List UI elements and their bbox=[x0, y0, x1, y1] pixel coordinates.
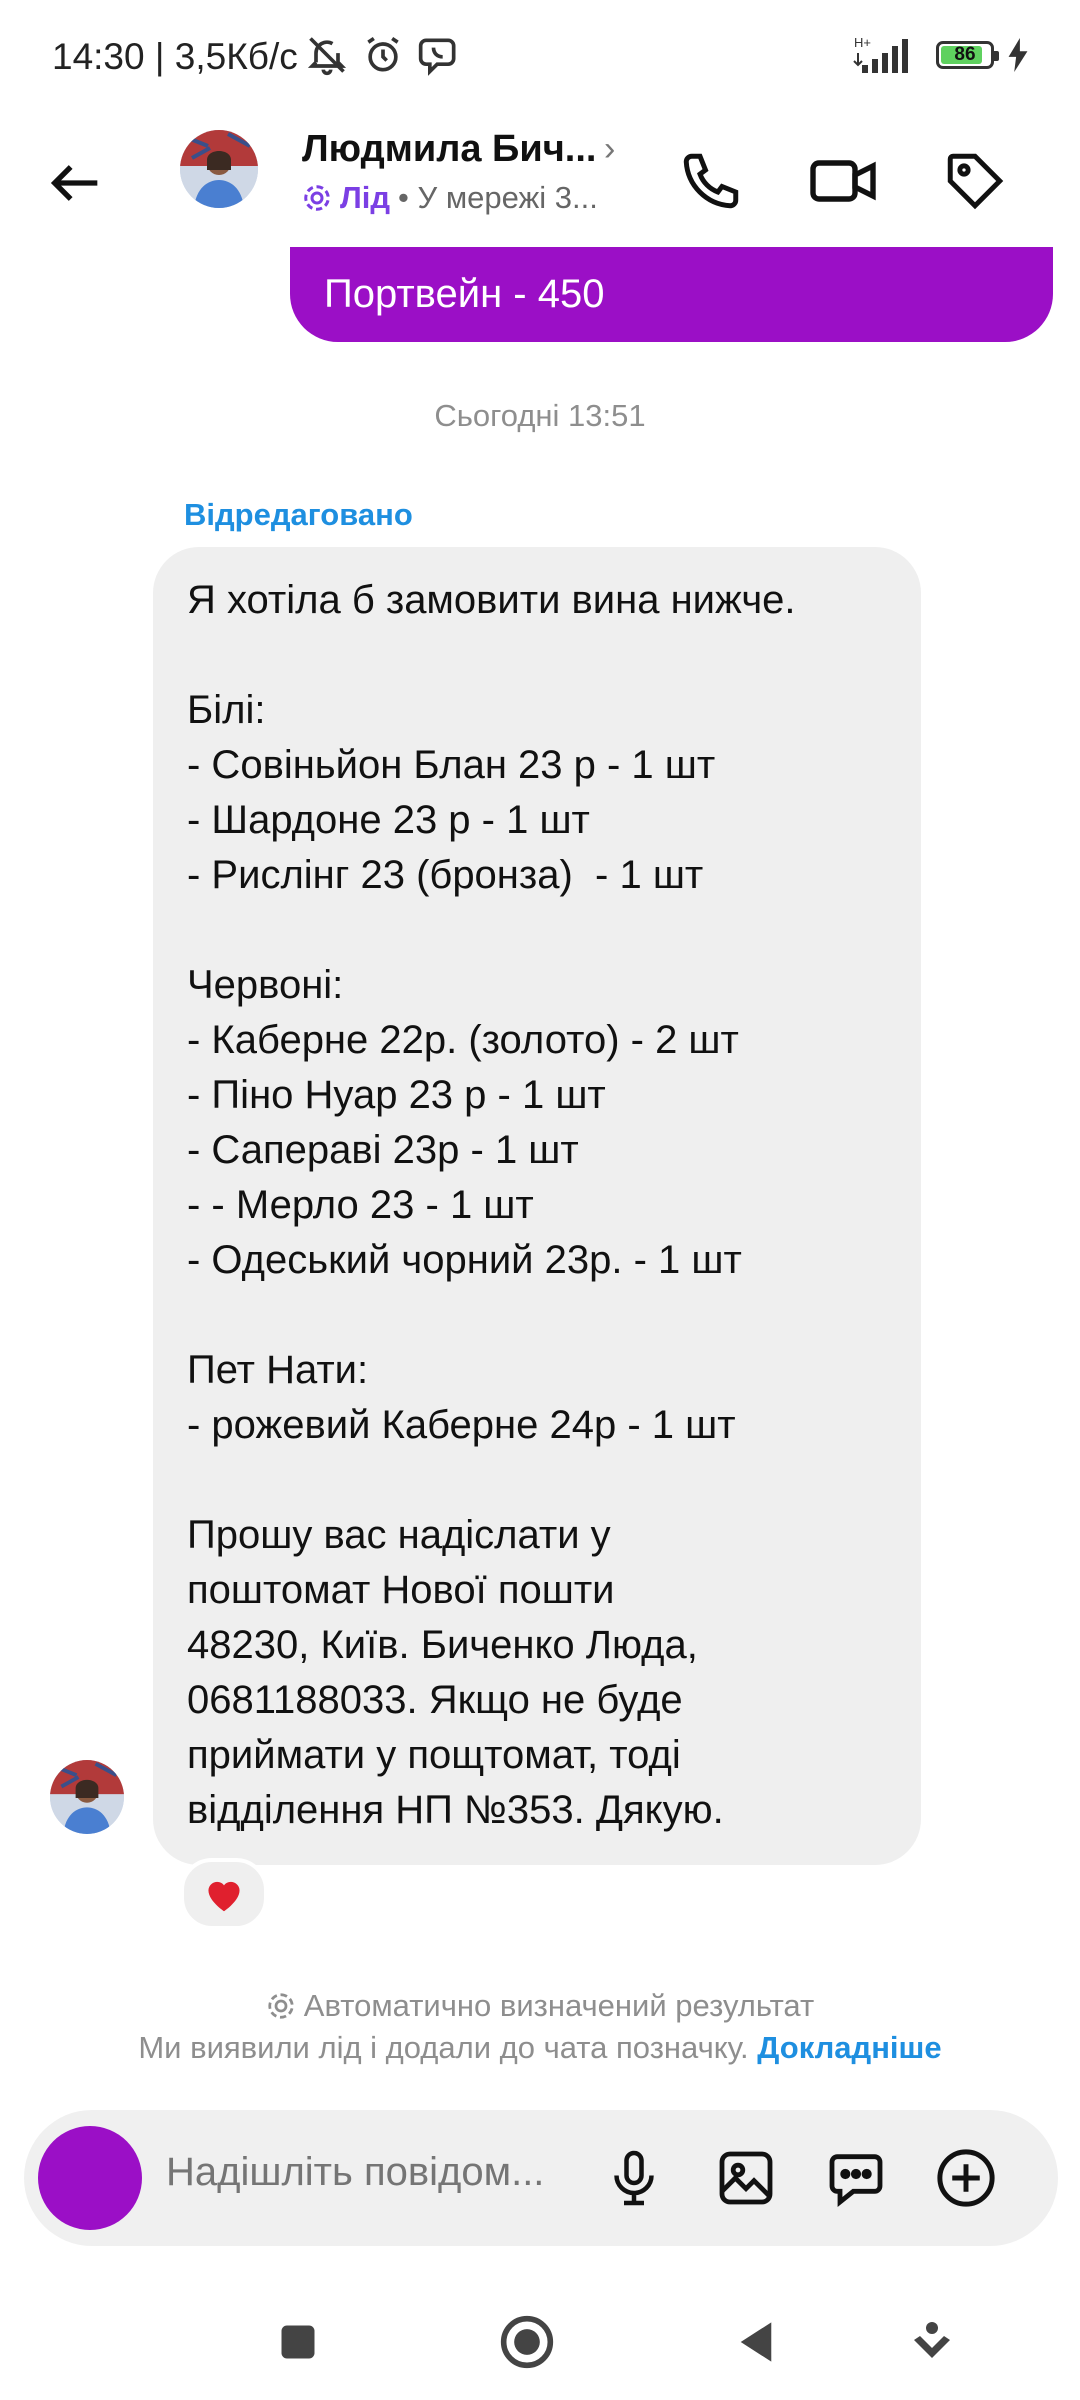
message-line bbox=[187, 628, 887, 683]
home-button[interactable] bbox=[487, 2302, 567, 2382]
charging-icon bbox=[1008, 38, 1028, 72]
call-button[interactable] bbox=[666, 136, 756, 226]
contact-name[interactable]: Людмила Бич... bbox=[302, 128, 597, 170]
contact-subtitle[interactable] bbox=[302, 180, 598, 216]
status-right-icons bbox=[852, 30, 1028, 80]
auto-detect-body: Ми виявили лід і додали до чата позначку. bbox=[138, 2030, 749, 2065]
message-line: - Каберне 22р. (золото) - 2 шт bbox=[187, 1018, 739, 1062]
edited-label: Відредаговано bbox=[184, 497, 413, 532]
message-line: Я хотіла б замовити вина нижче. bbox=[187, 578, 796, 622]
auto-detect-text bbox=[0, 2030, 1080, 2066]
learn-more-link[interactable]: Докладніше bbox=[757, 2030, 942, 2065]
message-line: відділення НП №353. Дякую. bbox=[187, 1788, 724, 1832]
message-line bbox=[187, 903, 887, 958]
message-line: приймати у пощтомат, тоді bbox=[187, 1733, 681, 1777]
microphone-icon bbox=[604, 2148, 664, 2208]
message-line bbox=[187, 1453, 887, 1508]
back-button[interactable] bbox=[36, 148, 116, 218]
hide-nav-button[interactable] bbox=[892, 2302, 972, 2382]
chat-header bbox=[0, 118, 1080, 248]
message-line: Білі: bbox=[187, 688, 266, 732]
online-status: • У мережі 3... bbox=[398, 180, 598, 215]
circle-home-icon bbox=[499, 2314, 555, 2370]
message-line bbox=[187, 1288, 887, 1343]
add-attachment-button[interactable] bbox=[920, 2132, 1012, 2224]
message-line: - Піно Нуар 23 р - 1 шт bbox=[187, 1073, 606, 1117]
avatar-photo bbox=[50, 1760, 124, 1834]
triangle-back-icon bbox=[734, 2318, 778, 2366]
auto-detect-title-text: Автоматично визначений результат bbox=[303, 1988, 815, 2023]
message-line: - Рислінг 23 (бронза) - 1 шт bbox=[187, 853, 704, 897]
outgoing-message-bubble[interactable] bbox=[290, 247, 1053, 342]
message-line: Пет Нати: bbox=[187, 1348, 369, 1392]
status-time: 14:30 | 3,5Кб/с bbox=[52, 36, 298, 77]
heart-reaction[interactable] bbox=[180, 1858, 268, 1930]
contact-avatar[interactable] bbox=[180, 130, 258, 208]
tag-icon bbox=[942, 148, 1008, 214]
chevron-right-icon[interactable]: › bbox=[604, 130, 616, 168]
system-navigation-bar bbox=[0, 2282, 1080, 2400]
status-bar bbox=[0, 0, 1080, 118]
signal-icon bbox=[852, 33, 922, 77]
tag-button[interactable] bbox=[930, 136, 1020, 226]
message-line: 0681188033. Якщо не буде bbox=[187, 1678, 683, 1722]
message-line: - Совіньйон Блан 23 р - 1 шт bbox=[187, 743, 716, 787]
recents-button[interactable] bbox=[258, 2302, 338, 2382]
viber-icon bbox=[417, 33, 461, 77]
gallery-button[interactable] bbox=[700, 2132, 792, 2224]
status-left-icons bbox=[305, 30, 461, 80]
battery-icon bbox=[936, 41, 994, 69]
image-icon bbox=[714, 2146, 778, 2210]
message-line: Прошу вас надіслати у bbox=[187, 1513, 611, 1557]
alarm-icon bbox=[361, 33, 405, 77]
message-line: Червоні: bbox=[187, 963, 344, 1007]
square-icon bbox=[276, 2320, 320, 2364]
incoming-message-bubble[interactable] bbox=[153, 547, 921, 1865]
notifications-off-icon bbox=[305, 33, 349, 77]
lead-icon bbox=[302, 183, 332, 213]
plus-circle-icon bbox=[933, 2145, 999, 2211]
message-line: - - Мерло 23 - 1 шт bbox=[187, 1183, 534, 1227]
quick-replies-button[interactable] bbox=[810, 2132, 902, 2224]
message-text bbox=[187, 573, 887, 1838]
message-line: - Сапераві 23р - 1 шт bbox=[187, 1128, 579, 1172]
message-line: поштомат Нової пошти bbox=[187, 1568, 615, 1612]
voice-message-button[interactable] bbox=[588, 2132, 680, 2224]
message-input[interactable] bbox=[166, 2150, 616, 2195]
message-line: - рожевий Каберне 24р - 1 шт bbox=[187, 1403, 736, 1447]
arrow-left-icon bbox=[44, 151, 108, 215]
message-line: - Одеський чорний 23р. - 1 шт bbox=[187, 1238, 742, 1282]
network-type: H+ bbox=[854, 35, 871, 50]
back-nav-button[interactable] bbox=[716, 2302, 796, 2382]
auto-detect-title bbox=[0, 1988, 1080, 2024]
camera-button[interactable] bbox=[38, 2126, 142, 2230]
heart-icon bbox=[203, 1875, 245, 1913]
video-call-button[interactable] bbox=[798, 136, 888, 226]
phone-icon bbox=[678, 148, 744, 214]
message-line: - Шардоне 23 р - 1 шт bbox=[187, 798, 590, 842]
message-line: 48230, Київ. Биченко Люда, bbox=[187, 1623, 698, 1667]
message-composer bbox=[24, 2110, 1058, 2246]
message-timestamp: Сьогодні 13:51 bbox=[434, 398, 646, 433]
lead-label: Лід bbox=[340, 180, 391, 215]
battery-level: 86 bbox=[954, 44, 976, 65]
lead-detect-icon bbox=[266, 1991, 296, 2021]
outgoing-message-text: Портвейн - 450 bbox=[324, 272, 605, 316]
chevron-down-icon bbox=[908, 2318, 956, 2366]
avatar-photo bbox=[180, 130, 258, 208]
video-camera-icon bbox=[807, 145, 879, 217]
sender-avatar[interactable] bbox=[50, 1760, 124, 1834]
chat-bubble-icon bbox=[824, 2146, 888, 2210]
